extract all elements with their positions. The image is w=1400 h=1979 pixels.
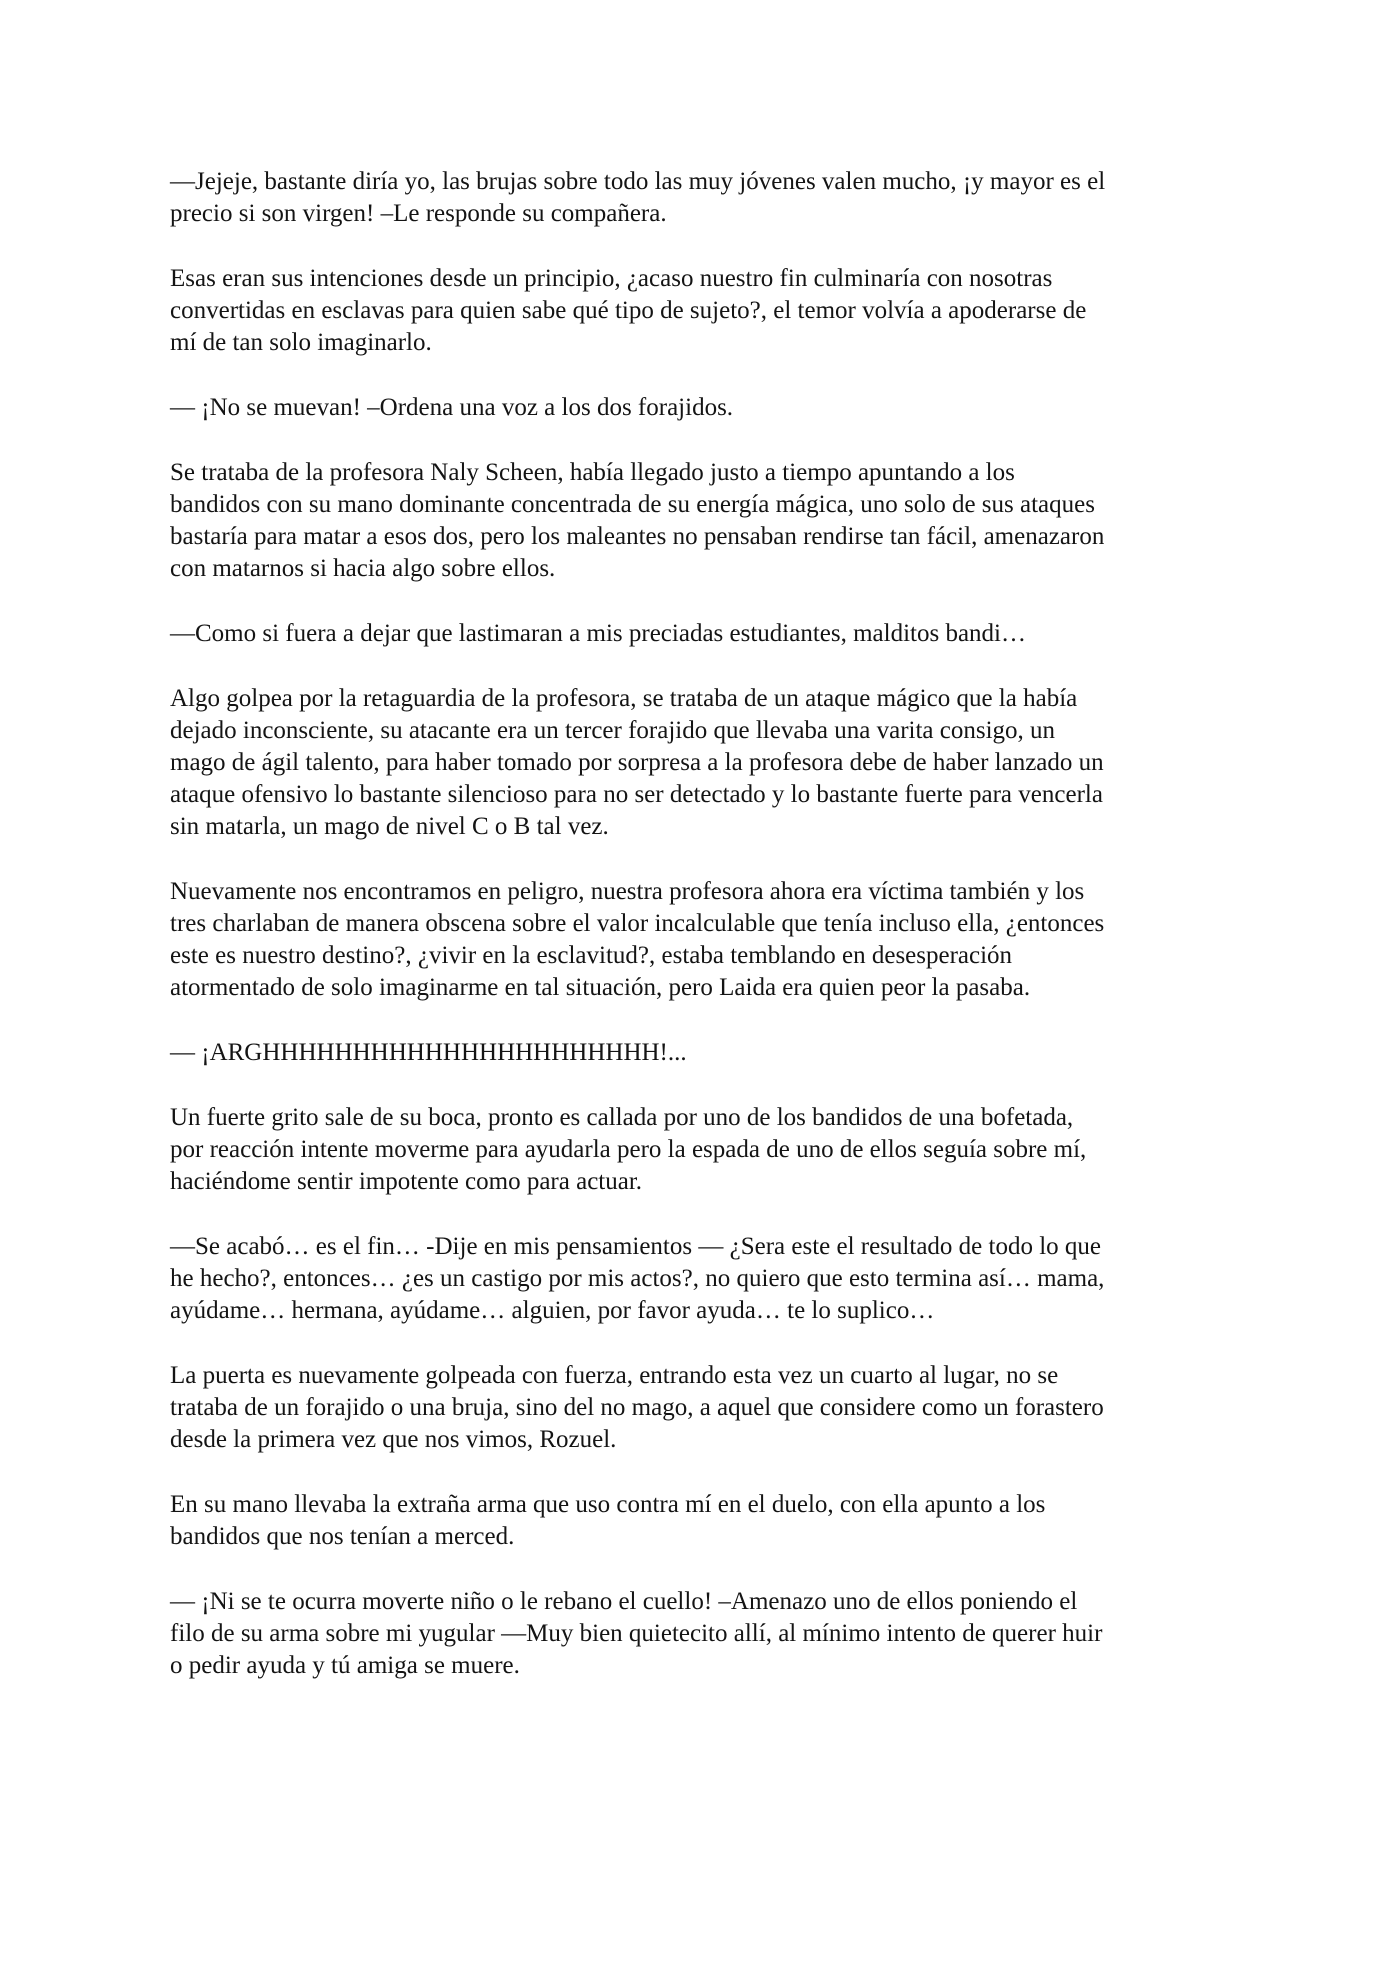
paragraph <box>170 1231 1234 1327</box>
text-line: o pedir ayuda y tú amiga se muere. <box>170 1652 520 1679</box>
text-line: Esas eran sus intenciones desde un principio, ¿acaso nuestro fin culminaría con nosotras <box>170 265 1053 292</box>
text-line: Nuevamente nos encontramos en peligro, nuestra profesora ahora era víctima también y los <box>170 878 1085 905</box>
text-line: Algo golpea por la retaguardia de la profesora, se trataba de un ataque mágico que la había <box>170 685 1078 712</box>
text-line: precio si son virgen! –Le responde su compañera. <box>170 200 667 227</box>
text-line: —Se acabó… es el fin… -Dije en mis pensamientos — ¿Sera este el resultado de todo lo que <box>170 1233 1101 1260</box>
text-line: he hecho?, entonces… ¿es un castigo por mis actos?, no quiero que esto termina así… mama, <box>170 1265 1105 1292</box>
text-line: convertidas en esclavas para quien sabe qué tipo de sujeto?, el temor volvía a apoderarse de <box>170 297 1087 324</box>
text-line: atormentado de solo imaginarme en tal situación, pero Laida era quien peor la pasaba. <box>170 974 1031 1001</box>
document-body <box>170 166 1234 1715</box>
text-line: mí de tan solo imaginarlo. <box>170 329 432 356</box>
text-line: trataba de un forajido o una bruja, sino del no mago, a aquel que considere como un forastero <box>170 1394 1104 1421</box>
text-line: bandidos que nos tenían a merced. <box>170 1523 515 1550</box>
paragraph <box>170 166 1234 230</box>
text-line: filo de su arma sobre mi yugular —Muy bien quietecito allí, al mínimo intento de querer huir <box>170 1620 1103 1647</box>
text-line: dejado inconsciente, su atacante era un tercer forajido que llevaba una varita consigo, un <box>170 717 1056 744</box>
text-line: tres charlaban de manera obscena sobre el valor incalculable que tenía incluso ella, ¿entonces <box>170 910 1105 937</box>
paragraph <box>170 876 1234 1004</box>
text-line: — ¡ARGHHHHHHHHHHHHHHHHHHHHHH!... <box>170 1039 687 1066</box>
text-line: —Jejeje, bastante diría yo, las brujas sobre todo las muy jóvenes valen mucho, ¡y mayor es el <box>170 168 1106 195</box>
text-line: haciéndome sentir impotente como para actuar. <box>170 1168 643 1195</box>
text-line: desde la primera vez que nos vimos, Rozuel. <box>170 1426 617 1453</box>
paragraph <box>170 457 1234 585</box>
paragraph <box>170 683 1234 843</box>
text-line: bastaría para matar a esos dos, pero los maleantes no pensaban rendirse tan fácil, amenazaron <box>170 523 1105 550</box>
text-line: —Como si fuera a dejar que lastimaran a mis preciadas estudiantes, malditos bandi… <box>170 620 1027 647</box>
text-line: sin matarla, un mago de nivel C o B tal vez. <box>170 813 609 840</box>
text-line: Se trataba de la profesora Naly Scheen, había llegado justo a tiempo apuntando a los <box>170 459 1015 486</box>
text-line: Un fuerte grito sale de su boca, pronto es callada por uno de los bandidos de una bofetada, <box>170 1104 1074 1131</box>
paragraph <box>170 1586 1234 1682</box>
text-line: — ¡No se muevan! –Ordena una voz a los dos forajidos. <box>170 394 734 421</box>
text-line: La puerta es nuevamente golpeada con fuerza, entrando esta vez un cuarto al lugar, no se <box>170 1362 1059 1389</box>
paragraph <box>170 1489 1234 1553</box>
paragraph <box>170 263 1234 359</box>
text-line: bandidos con su mano dominante concentrada de su energía mágica, uno solo de sus ataques <box>170 491 1095 518</box>
paragraph <box>170 1360 1234 1456</box>
text-line: ataque ofensivo lo bastante silencioso para no ser detectado y lo bastante fuerte para vencerla <box>170 781 1103 808</box>
text-line: — ¡Ni se te ocurra moverte niño o le rebano el cuello! –Amenazo uno de ellos poniendo el <box>170 1588 1078 1615</box>
text-line: mago de ágil talento, para haber tomado por sorpresa a la profesora debe de haber lanzado un <box>170 749 1104 776</box>
text-line: este es nuestro destino?, ¿vivir en la esclavitud?, estaba temblando en desesperación <box>170 942 1013 969</box>
text-line: ayúdame… hermana, ayúdame… alguien, por favor ayuda… te lo suplico… <box>170 1297 935 1324</box>
paragraph <box>170 392 1234 424</box>
text-line: con matarnos si hacia algo sobre ellos. <box>170 555 556 582</box>
text-line: En su mano llevaba la extraña arma que uso contra mí en el duelo, con ella apunto a los <box>170 1491 1046 1518</box>
paragraph <box>170 1037 1234 1069</box>
paragraph <box>170 618 1234 650</box>
paragraph <box>170 1102 1234 1198</box>
text-line: por reacción intente moverme para ayudarla pero la espada de uno de ellos seguía sobre mí, <box>170 1136 1087 1163</box>
